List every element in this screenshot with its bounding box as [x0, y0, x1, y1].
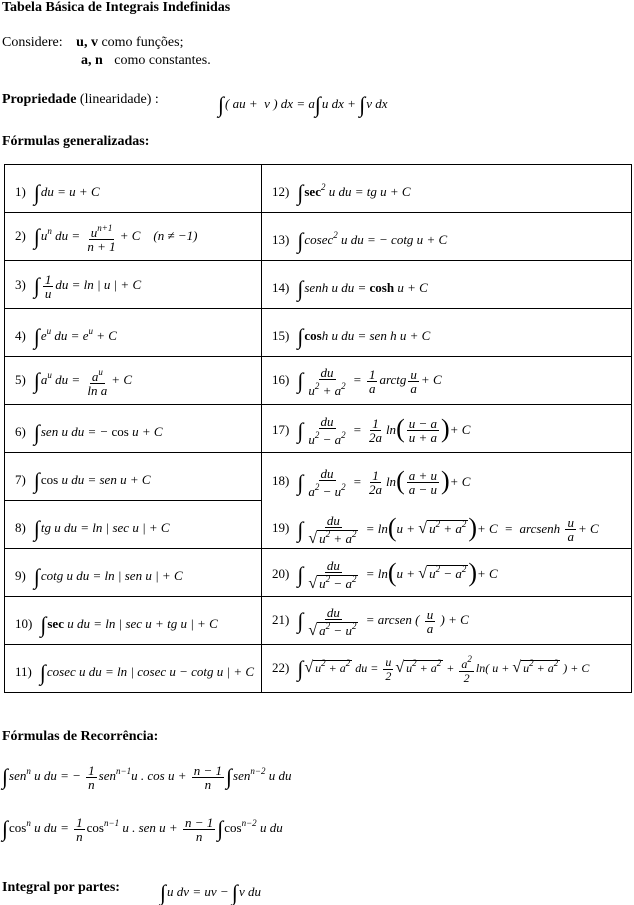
formula-6: 6) ∫sen u du = − cos u + C: [5, 405, 262, 453]
table-row: [5, 213, 632, 261]
formula-20: 20) ∫ $\frac{du}{√ u^2 - a^2}$ = ln(u + √ $u^2 - a^2)+ C$: [262, 549, 632, 597]
formula-11: 11) ∫cosec u du = ln | cosec u − cotg u | + C: [5, 645, 262, 693]
condition-label: (n ≠ −1): [153, 228, 198, 244]
table-row: [5, 357, 632, 405]
considere-line-1: [2, 35, 183, 51]
recurrence-sen: ∫sen$^n$ u du = − $\frac{1}{n}$ sen$^{n-1}$u . cos u + $\frac{n - 1}{n}$ ∫sen$^{n-2}$ u du: [2, 762, 292, 792]
formula-21: 21) ∫ $\frac{du}{√ a^2 - u^2}$ = arcsen ( $\frac{u}{a}$ ) + C: [262, 597, 632, 645]
table-row: [5, 405, 632, 453]
formula-19: 19) ∫ $\frac{du}{√ u^2 + a^2}$ = ln(u + √ $u^2 + a^2)+ C$ = arcsenh $\frac{u}{a}$ + C: [272, 512, 599, 548]
heading-recorrencia: Fórmulas de Recorrência:: [2, 729, 159, 744]
heading-generalizadas: Fórmulas generalizadas:: [2, 134, 150, 149]
heading-partes: Integral por partes:: [2, 880, 120, 895]
formula-22: 22) ∫√ $u^2 + a^2$ du = $\frac{u}{2}$ √ $u^2 + a^2$ + $\frac{a^2}{2}$ ln( u + √ $u^2 + a^2$ ) + C: [262, 645, 632, 693]
table-row: [5, 645, 632, 693]
integration-by-parts-formula: ∫u dv = uv − ∫v du: [160, 880, 261, 905]
formula-17: 17) ∫ $\frac{du}{u^2 - a^2}$ = $\frac{1}{2a}$ ln( $\frac{u - a}{u + a}$ )+ C: [262, 405, 632, 453]
table-row: [5, 549, 632, 597]
considere-text-1: como funções;: [101, 35, 184, 50]
recurrence-cos: $\int\cos^n$ u du = $\frac{1}{n}$ $\cos^{n-1} u$ . sen u + $\frac{n - 1}{n}$ $\int\cos^{n-2}$ u du: [2, 814, 283, 844]
formula-18-19: [262, 453, 632, 549]
considere-label: Considere:: [2, 35, 63, 50]
considere-text-2: como constantes.: [114, 53, 211, 68]
formula-13: 13) ∫cosec$^2$ u du = − cotg u + C: [262, 213, 632, 261]
considere-vars-2: a, n: [81, 53, 103, 68]
formula-8: 8) ∫tg u du = ln | sec u | + C: [5, 501, 262, 549]
table-row: [5, 597, 632, 645]
formula-7: 7) ∫cos u du = sen u + C: [5, 453, 262, 501]
formula-9: 9) ∫cotg u du = ln | sen u | + C: [5, 549, 262, 597]
formula-5: 5) $\int a^u$ du = $\frac{a^u}{\text{ln a}}$ + C: [5, 357, 262, 405]
propriedade-sub: (linearidade) :: [79, 92, 159, 107]
page-title: Tabela Básica de Integrais Indefinidas: [2, 0, 231, 15]
formula-18: 18) ∫ $\frac{du}{a^2 - u^2}$ = $\frac{1}{2a}$ ln( $\frac{a + u}{a - u}$ )+ C: [272, 465, 471, 500]
formula-1: 1) ∫du = u + C: [5, 165, 262, 213]
formula-15: 15) ∫cosh u du = sen h u + C: [262, 309, 632, 357]
formula-2: 2) $\int u^n$ du = $\frac{u^{n+1}}{n + 1}$ + C (n ≠ −1): [5, 213, 262, 261]
considere-line-2: [81, 53, 211, 69]
propriedade: [2, 92, 159, 108]
formula-10: 10) ∫sec u du = ln | sec u + tg u | + C: [5, 597, 262, 645]
table-row: [5, 453, 632, 501]
table-row: [5, 309, 632, 357]
linearity-formula: ∫( au + v ) dx = a∫u dx + ∫v dx: [218, 92, 388, 117]
considere-vars-1: u, v: [76, 35, 98, 50]
formula-4: 4) $\int e^u$ du = $e^u + C$: [5, 309, 262, 357]
table-row: [5, 261, 632, 309]
table-row: [5, 165, 632, 213]
formula-3: 3) ∫ $\frac{1}{u}$ du = ln | u | + C: [5, 261, 262, 309]
formula-12: 12) $\int\sec^2$ u du = tg u + C: [262, 165, 632, 213]
propriedade-label: Propriedade: [2, 92, 77, 107]
formula-14: 14) ∫senh u du = cosh u + C: [262, 261, 632, 309]
formula-16: 16) ∫ $\frac{du}{u^2 + a^2}$ = $\frac{1}{a}$ arctg $\frac{u}{a}$ + C: [262, 357, 632, 405]
formulas-table: [4, 164, 632, 693]
